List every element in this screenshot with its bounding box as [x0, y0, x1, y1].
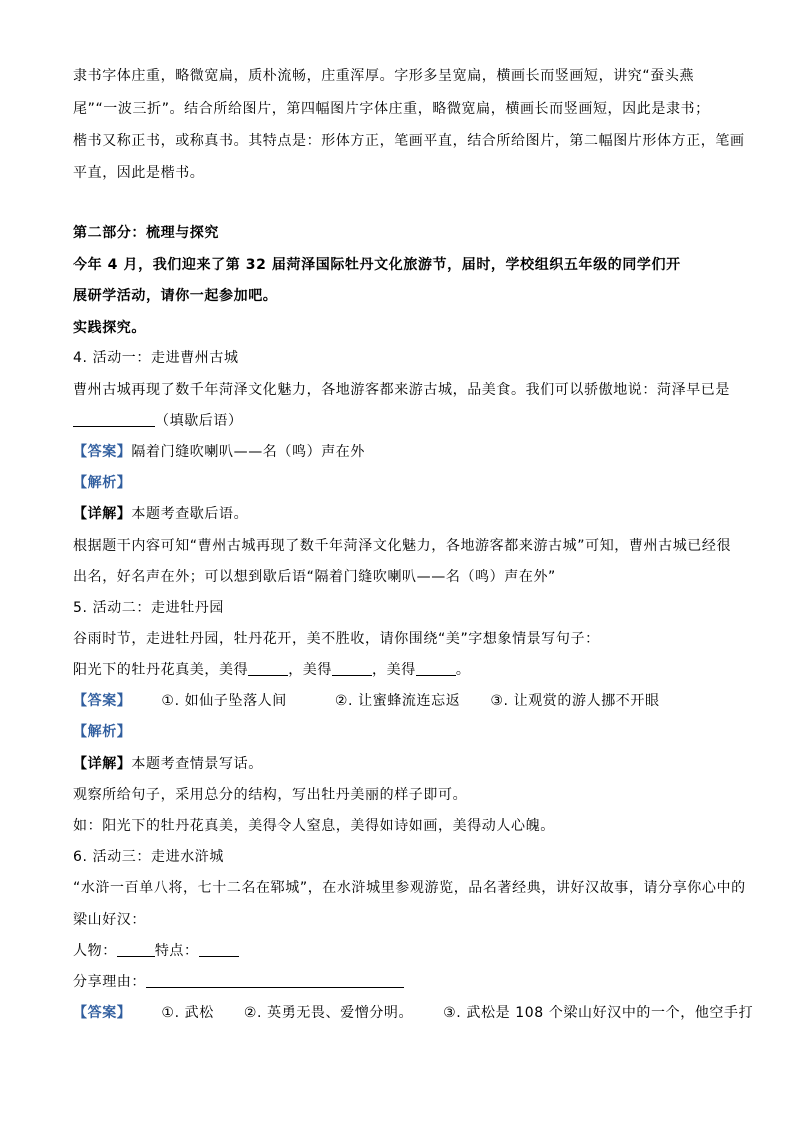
question-5-explanation-2: 如：阳光下的牡丹花真美，美得令人窒息，美得如诗如画，美得动人心魄。	[73, 818, 555, 834]
question-6-answer	[73, 1003, 753, 1023]
intro-line-3: 楷书又称正书，或称真书。其特点是：形体方正，笔画平直，结合所给图片，第二幅图片形体方正，笔画	[73, 133, 745, 149]
detail-tag: 【详解】	[73, 756, 132, 772]
intro-line-2: 尾”“一波三折”。结合所给图片，第四幅图片字体庄重，略微宽扁，横画长而竖画短，因此是隶书；	[73, 101, 710, 117]
trait-label: 特点：	[154, 943, 199, 959]
answer-text-1: . 如仙子坠落人间	[174, 693, 287, 709]
answer-num-3: ③	[490, 693, 504, 709]
answer-blank	[416, 661, 456, 676]
question-6-stem-1: “水浒一百单八将，七十二名在郓城”，在水浒城里参观游览，品名著经典，讲好汉故事，请分享你心中的	[73, 880, 746, 896]
question-4-stem-1: 曹州古城再现了数千年菏泽文化魅力，各地游客都来游古城，品美食。我们可以骄傲地说：菏泽早已是	[73, 382, 730, 398]
question-4-detail	[73, 504, 248, 524]
detail-tag: 【详解】	[73, 506, 132, 522]
question-4-hint: （填歇后语）	[155, 413, 243, 429]
answer-blank	[248, 661, 288, 676]
answer-text-3: . 让观赏的游人挪不开眼	[503, 693, 660, 709]
section-lead-2: 展研学活动，请你一起参加吧。	[73, 288, 278, 304]
question-5-explanation-1: 观察所给句子，采用总分的结构，写出牡丹美丽的样子即可。	[73, 787, 468, 803]
question-4-explanation-2: 出名，好名声在外；可以想到歇后语“隔着门缝吹喇叭——名（鸣）声在外”	[73, 569, 556, 585]
answer-tag: 【答案】	[73, 1005, 132, 1021]
answer-text-2: . 让蜜蜂流连忘返	[348, 693, 461, 709]
question-6-title: 6. 活动三：走进水浒城	[73, 849, 225, 865]
answer-text-3: . 武松是 108 个梁山好汉中的一个，他空手打	[456, 1005, 754, 1021]
stem-text: 阳光下的牡丹花真美，美得	[73, 662, 249, 678]
answer-blank	[117, 942, 155, 957]
intro-line-1: 隶书字体庄重，略微宽扁，质朴流畅，庄重浑厚。字形多呈宽扁，横画长而竖画短，讲究“蚕头燕	[73, 68, 695, 84]
question-5-answer	[73, 691, 660, 711]
answer-tag: 【答案】	[73, 693, 132, 709]
reason-label: 分享理由：	[73, 974, 146, 990]
detail-text: 本题考查情景写话。	[131, 756, 263, 772]
analysis-tag: 【解析】	[73, 724, 132, 740]
question-6-reason	[73, 972, 404, 992]
stem-text: ，美得	[372, 662, 416, 678]
answer-num-1: ①	[161, 1005, 175, 1021]
answer-text-2: . 英勇无畏、爱憎分明。	[257, 1005, 414, 1021]
section-lead-1: 今年 4 月，我们迎来了第 32 届菏泽国际牡丹文化旅游节，届时，学校组织五年级的同学们开	[73, 257, 681, 273]
intro-line-4: 平直，因此是楷书。	[73, 165, 205, 181]
answer-num-2: ②	[334, 693, 349, 709]
answer-blank	[73, 412, 155, 427]
detail-text: 本题考查歇后语。	[131, 506, 249, 522]
question-5-title: 5. 活动二：走进牡丹园	[73, 600, 225, 616]
answer-text-1: . 武松	[174, 1005, 214, 1021]
person-label: 人物：	[73, 943, 117, 959]
answer-num-2: ②	[243, 1005, 258, 1021]
analysis-tag: 【解析】	[73, 475, 132, 491]
question-4-answer	[73, 442, 365, 462]
answer-blank	[199, 942, 239, 957]
answer-blank	[332, 661, 372, 676]
answer-tag: 【答案】	[73, 444, 132, 460]
question-6-stem-2: 梁山好汉：	[73, 912, 146, 928]
question-4-title: 4. 活动一：走进曹州古城	[73, 350, 239, 366]
stem-text: ，美得	[288, 662, 333, 678]
practice-label: 实践探究。	[73, 320, 146, 336]
question-5-detail	[73, 754, 263, 774]
question-4-stem-2	[73, 411, 243, 431]
answer-blank	[146, 973, 404, 988]
section-heading: 第二部分：梳理与探究	[73, 225, 219, 241]
question-5-stem-2	[73, 660, 470, 680]
question-6-fields	[73, 941, 239, 961]
answer-text: 隔着门缝吹喇叭——名（鸣）声在外	[131, 444, 366, 460]
answer-num-3: ③	[443, 1005, 457, 1021]
question-5-stem-1: 谷雨时节，走进牡丹园，牡丹花开，美不胜收，请你围绕“美”字想象情景写句子：	[73, 631, 600, 647]
question-4-explanation-1: 根据题干内容可知“曹州古城再现了数千年菏泽文化魅力，各地游客都来游古城”可知，曹州古城已经很	[73, 538, 732, 554]
stem-text: 。	[455, 662, 471, 678]
answer-num-1: ①	[161, 693, 175, 709]
